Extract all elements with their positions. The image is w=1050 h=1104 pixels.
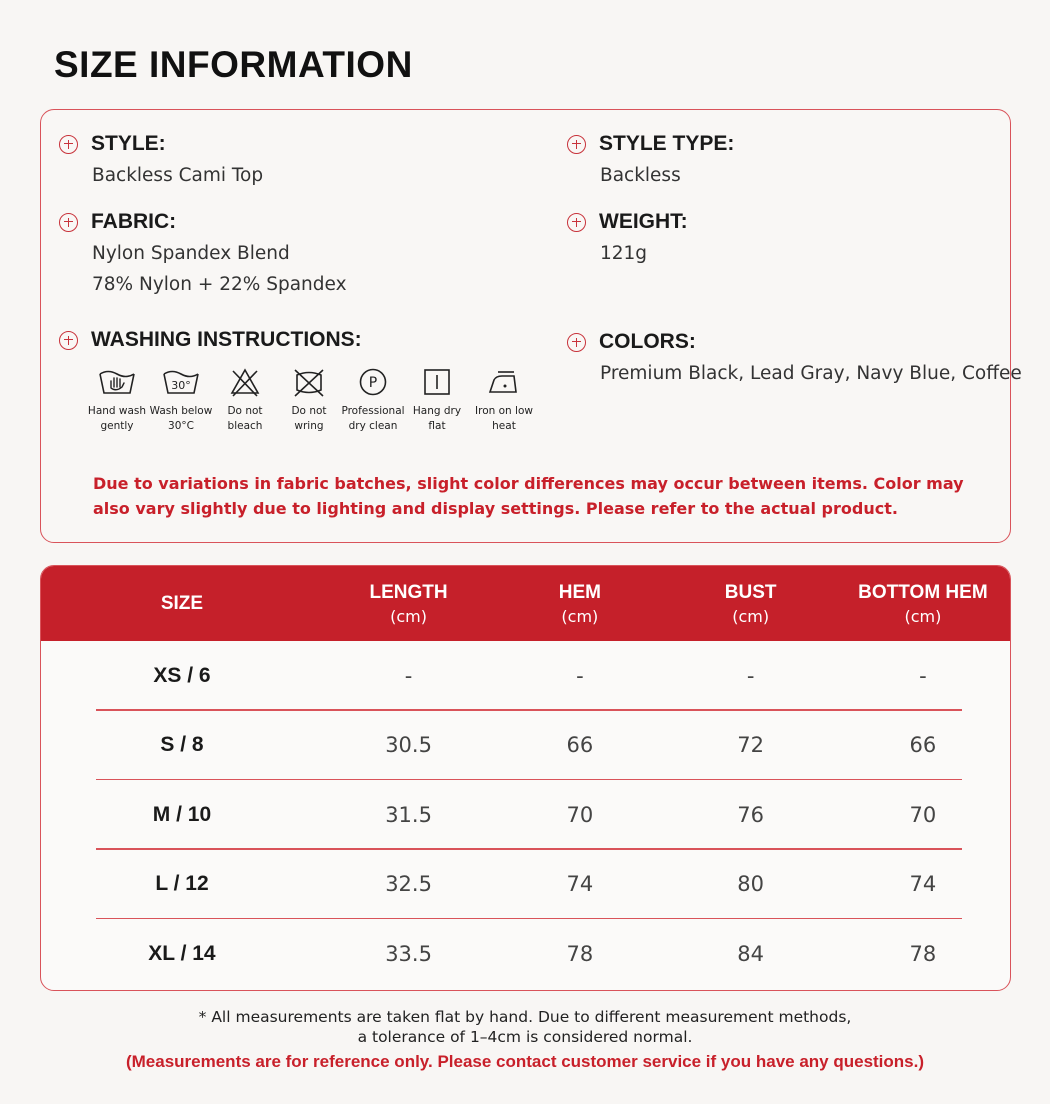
plus-circle-icon: [59, 213, 78, 232]
bottom-hem-cell: 78: [909, 941, 937, 966]
measurement-note-line2: a tolerance of 1–4cm is considered normal.: [357, 1028, 693, 1046]
header-length: [323, 582, 494, 626]
bottom-hem-cell: -: [919, 663, 927, 688]
reference-warning: (Measurements are for reference only. Please contact customer service if you have any questions.): [125, 1052, 925, 1071]
style-type-value: Backless: [600, 165, 681, 186]
header-label: BOTTOM HEM: [858, 581, 988, 603]
style-block: [59, 132, 263, 191]
bust-cell: -: [746, 663, 755, 688]
wash-item-dry-clean: [341, 366, 405, 434]
colors-value: Premium Black, Lead Gray, Navy Blue, Coffee: [600, 363, 1022, 384]
hem-cell: 70: [566, 802, 594, 827]
table-header: [41, 566, 1010, 641]
dry-clean-icon: [353, 366, 393, 398]
header-bottom-hem: [836, 582, 1010, 626]
washing-icons-row: [85, 366, 539, 434]
wash-label-line1: Hang dry: [412, 405, 462, 417]
fabric-value-line1: Nylon Spandex Blend: [92, 243, 290, 264]
wash-label-line1: Do not: [291, 405, 327, 417]
size-cell: XS / 6: [153, 663, 211, 687]
bust-cell: 72: [737, 733, 765, 758]
bust-cell: 80: [737, 872, 765, 897]
wash-item-hand-wash: [85, 366, 149, 434]
header-unit: (cm): [561, 606, 599, 626]
size-table: [40, 565, 1011, 991]
hem-cell: 78: [566, 941, 594, 966]
table-row: [41, 711, 1010, 781]
fabric-label: FABRIC:: [91, 210, 177, 233]
wash-item-no-wring: [277, 366, 341, 434]
header-unit: (cm): [732, 606, 770, 626]
length-cell: -: [404, 663, 413, 688]
length-cell: 32.5: [385, 872, 432, 897]
table-body: [41, 641, 1010, 989]
weight-value: 121g: [600, 243, 648, 264]
header-unit: (cm): [390, 606, 428, 626]
wash-label-line1: Professional: [341, 405, 405, 417]
measurement-note: [0, 1007, 1050, 1047]
fabric-block: [59, 210, 347, 300]
washing-label: WASHING INSTRUCTIONS:: [91, 328, 362, 351]
size-cell: S / 8: [160, 733, 204, 757]
wash-label-line1: Wash below: [149, 405, 213, 417]
hem-cell: 66: [566, 733, 594, 758]
wash-30-icon: [161, 366, 201, 398]
style-label: STYLE:: [91, 132, 166, 155]
wash-label-line1: Hand wash: [87, 405, 147, 417]
colors-block: [567, 330, 1022, 389]
wash-temp-badge: 30°: [171, 379, 191, 392]
weight-label: WEIGHT:: [599, 210, 688, 233]
length-cell: 33.5: [385, 941, 432, 966]
header-size: [41, 593, 323, 615]
wash-label-line2: gently: [100, 420, 134, 432]
bottom-hem-cell: 70: [909, 802, 937, 827]
wash-label-line2: bleach: [227, 420, 263, 432]
wash-label-line2: dry clean: [348, 420, 398, 432]
style-value: Backless Cami Top: [92, 165, 264, 186]
hem-cell: 74: [566, 872, 594, 897]
plus-circle-icon: [567, 135, 586, 154]
wash-label-line2: 30°C: [168, 420, 194, 432]
table-row: [41, 850, 1010, 920]
weight-block: [567, 210, 688, 269]
page-title: SIZE INFORMATION: [54, 44, 413, 85]
wash-label-line2: flat: [428, 420, 446, 432]
bust-cell: 76: [737, 802, 765, 827]
iron-low-icon: [484, 366, 524, 398]
wash-item-no-bleach: [213, 366, 277, 434]
dry-clean-badge: P: [368, 375, 378, 391]
wash-label-line2: heat: [492, 420, 516, 432]
hang-dry-icon: [417, 366, 457, 398]
wash-label-line2: wring: [294, 420, 324, 432]
length-cell: 31.5: [385, 802, 432, 827]
hand-wash-icon: [97, 366, 137, 398]
bust-cell: 84: [737, 941, 765, 966]
style-type-label: STYLE TYPE:: [599, 132, 735, 155]
table-row: [41, 780, 1010, 850]
no-wring-icon: [289, 366, 329, 398]
size-cell: XL / 14: [148, 941, 216, 965]
bottom-hem-cell: 74: [909, 872, 937, 897]
plus-circle-icon: [567, 333, 586, 352]
plus-circle-icon: [567, 213, 586, 232]
fabric-value-line2: 78% Nylon + 22% Spandex: [92, 274, 347, 295]
measurement-note-line1: * All measurements are taken flat by hand. Due to different measurement methods,: [198, 1008, 852, 1026]
hem-cell: -: [576, 663, 584, 688]
color-disclaimer: Due to variations in fabric batches, slight color differences may occur between items. Color may also vary slightly due to lighting and display settings. Please refer to the actual product.: [93, 474, 964, 518]
header-bust: [666, 582, 836, 626]
table-row: [41, 919, 1010, 989]
washing-block: [59, 328, 362, 352]
size-cell: M / 10: [152, 802, 212, 826]
header-label: BUST: [724, 581, 777, 603]
header-unit: (cm): [904, 606, 942, 626]
size-cell: L / 12: [155, 872, 209, 896]
header-label: SIZE: [160, 592, 204, 614]
style-type-block: [567, 132, 734, 191]
plus-circle-icon: [59, 135, 78, 154]
header-hem: [494, 582, 665, 626]
wash-item-iron-low: [469, 366, 539, 434]
length-cell: 30.5: [385, 733, 432, 758]
table-row: [41, 641, 1010, 711]
colors-label: COLORS:: [599, 330, 696, 353]
wash-item-30: [149, 366, 213, 434]
bottom-hem-cell: 66: [909, 733, 937, 758]
header-label: LENGTH: [369, 581, 448, 603]
header-label: HEM: [558, 581, 601, 603]
plus-circle-icon: [59, 331, 78, 350]
no-bleach-icon: [225, 366, 265, 398]
wash-label-line1: Iron on low: [475, 405, 533, 417]
wash-item-hang-dry: [405, 366, 469, 434]
wash-label-line1: Do not: [227, 405, 263, 417]
product-info-card: [40, 109, 1022, 543]
